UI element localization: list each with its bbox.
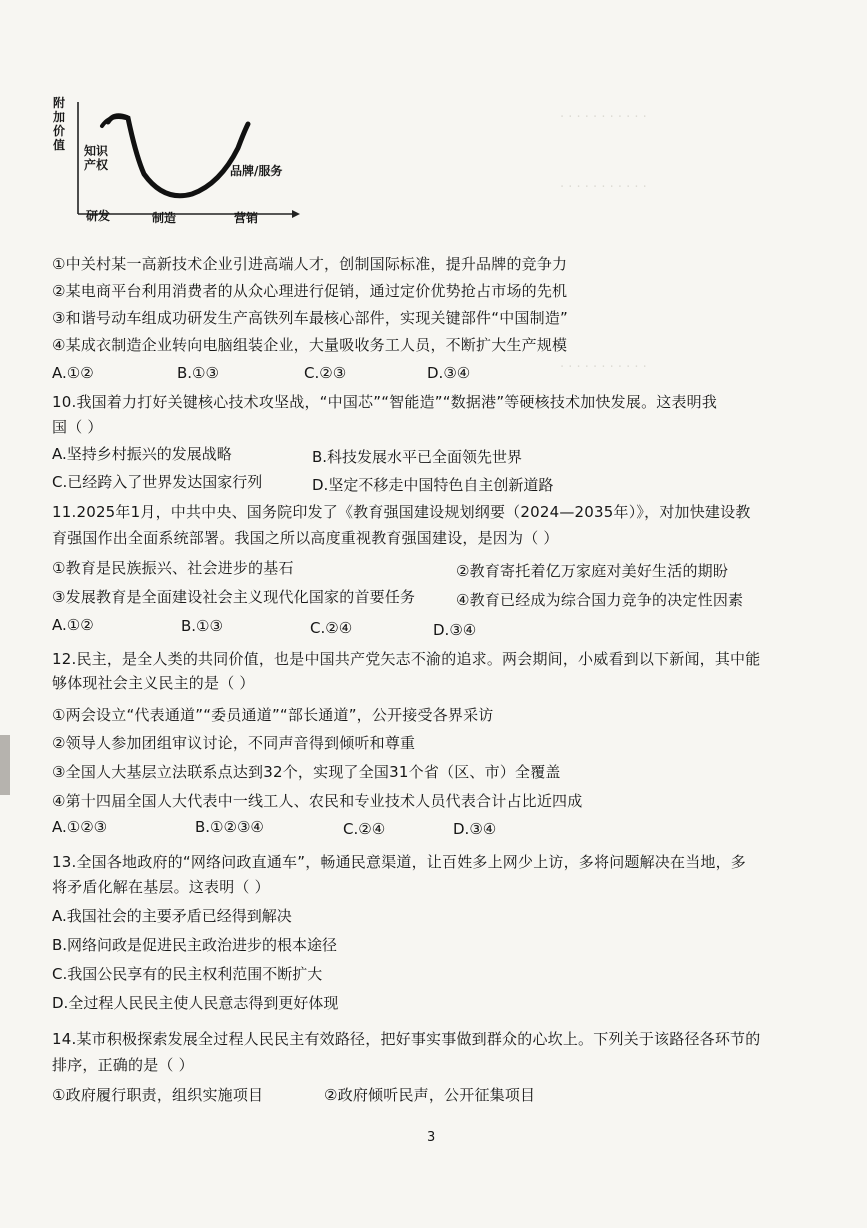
x-label-manufacture: 制造	[152, 211, 177, 225]
q9-option-2: ②某电商平台利用消费者的从众心理进行促销，通过定价优势抢占市场的先机	[52, 282, 568, 300]
q9-choice-a[interactable]: A.①②	[52, 364, 94, 382]
q11-option-2: ②教育寄托着亿万家庭对美好生活的期盼	[456, 562, 729, 580]
q11-stem-line2: 育强国作出全面系统部署。我国之所以高度重视教育强国建设，是因为（ ）	[52, 529, 559, 547]
q12-option-2: ②领导人参加团组审议讨论，不同声音得到倾听和尊重	[52, 734, 416, 752]
curve-left-cap	[102, 117, 126, 126]
q11-choice-b[interactable]: B.①③	[181, 617, 223, 635]
q9-choice-b[interactable]: B.①③	[177, 364, 219, 382]
q10-choice-d[interactable]: D.坚定不移走中国特色自主创新道路	[312, 476, 554, 494]
q12-option-4: ④第十四届全国人大代表中一线工人、农民和专业技术人员代表合计占比近四成	[52, 792, 583, 810]
q13-choice-b[interactable]: B.网络问政是促进民主政治进步的根本途径	[52, 936, 338, 954]
q9-option-4: ④某成衣制造企业转向电脑组装企业，大量吸收务工人员，不断扩大生产规模	[52, 336, 568, 354]
x-axis-arrow	[292, 210, 300, 218]
q10-stem-line1: 10.我国着力打好关键核心技术攻坚战，“中国芯”“智能造”“数据港”等硬核技术加快发展。这表明我	[52, 393, 718, 411]
q9-option-3: ③和谐号动车组成功研发生产高铁列车最核心部件，实现关键部件“中国制造”	[52, 309, 568, 327]
q13-choice-a[interactable]: A.我国社会的主要矛盾已经得到解决	[52, 907, 292, 925]
q14-option-2: ②政府倾听民声，公开征集项目	[324, 1086, 536, 1104]
q14-stem-line1: 14.某市积极探索发展全过程人民民主有效路径，把好事实事做到群众的心坎上。下列关于该路径各环节的	[52, 1030, 761, 1048]
right-curve-label: 品牌/服务	[230, 164, 283, 178]
q13-stem-line1: 13.全国各地政府的“网络问政直通车”，畅通民意渠道，让百姓多上网少上访，多将问题解决在当地，多	[52, 853, 747, 871]
bleed-through-text: · · · · · · · · · · ·	[560, 180, 647, 195]
q12-stem-line2: 够体现社会主义民主的是（ ）	[52, 674, 255, 692]
q12-choice-c[interactable]: C.②④	[343, 820, 386, 838]
q10-choice-b[interactable]: B.科技发展水平已全面领先世界	[312, 448, 523, 466]
q11-choice-c[interactable]: C.②④	[310, 619, 353, 637]
q11-choice-a[interactable]: A.①②	[52, 616, 94, 634]
q12-choice-b[interactable]: B.①②③④	[195, 818, 264, 836]
q11-choice-d[interactable]: D.③④	[433, 621, 477, 639]
q10-choice-a[interactable]: A.坚持乡村振兴的发展战略	[52, 445, 232, 463]
q10-stem-line2: 国（ ）	[52, 418, 103, 436]
q10-choice-c[interactable]: C.已经跨入了世界发达国家行列	[52, 473, 263, 491]
x-label-rd: 研发	[86, 209, 111, 223]
q9-option-1: ①中关村某一高新技术企业引进高端人才，创制国际标准，提升品牌的竞争力	[52, 255, 568, 273]
scan-edge-mark	[0, 735, 10, 795]
y-axis-label: 附加价值	[53, 96, 66, 152]
q13-choice-d[interactable]: D.全过程人民民主使人民意志得到更好体现	[52, 994, 339, 1012]
q12-option-1: ①两会设立“代表通道”“委员通道”“部长通道”，公开接受各界采访	[52, 706, 494, 724]
q11-option-3: ③发展教育是全面建设社会主义现代化国家的首要任务	[52, 588, 416, 606]
q12-choice-d[interactable]: D.③④	[453, 820, 497, 838]
q12-option-3: ③全国人大基层立法联系点达到32个，实现了全国31个省（区、市）全覆盖	[52, 763, 561, 781]
q11-stem-line1: 11.2025年1月，中共中央、国务院印发了《教育强国建设规划纲要（2024—2035年）》，对加快建设教	[52, 503, 751, 521]
left-curve-label: 知识产权	[84, 144, 109, 172]
q12-choice-a[interactable]: A.①②③	[52, 818, 108, 836]
q9-choice-d[interactable]: D.③④	[427, 364, 471, 382]
q14-option-1: ①政府履行职责，组织实施项目	[52, 1086, 264, 1104]
q11-option-1: ①教育是民族振兴、社会进步的基石	[52, 559, 294, 577]
smile-curve	[108, 116, 248, 196]
q11-option-4: ④教育已经成为综合国力竞争的决定性因素	[456, 591, 744, 609]
q13-stem-line2: 将矛盾化解在基层。这表明（ ）	[52, 878, 270, 896]
bleed-through-text: · · · · · · · · · · ·	[560, 110, 647, 125]
q14-stem-line2: 排序，正确的是（ ）	[52, 1056, 194, 1074]
q12-stem-line1: 12.民主，是全人类的共同价值，也是中国共产党矢志不渝的追求。两会期间，小威看到以下新闻，其中能	[52, 650, 761, 668]
bleed-through-text: · · · · · · · · · · ·	[560, 360, 647, 375]
page-number: 3	[427, 1130, 436, 1145]
q9-choice-c[interactable]: C.②③	[304, 364, 347, 382]
x-label-marketing: 营销	[234, 211, 259, 225]
q13-choice-c[interactable]: C.我国公民享有的民主权利范围不断扩大	[52, 965, 323, 983]
